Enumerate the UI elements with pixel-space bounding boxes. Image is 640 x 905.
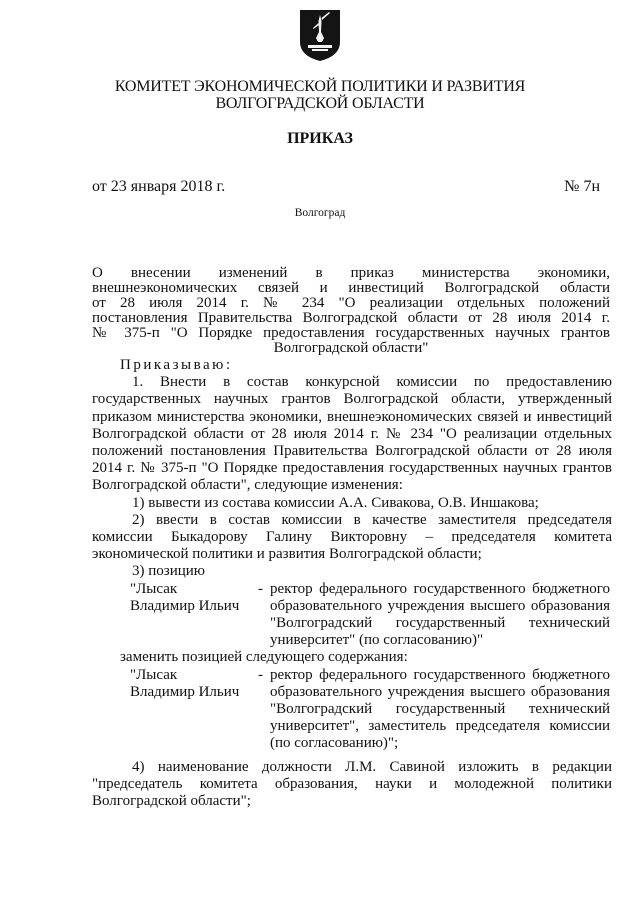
subject-line: Волгоградской области" [273, 340, 429, 356]
new-position-dash: - [258, 666, 263, 683]
subitem-3-paragraph: 3) позицию [132, 563, 205, 580]
subject-line: внешнеэкономических связей и инвестиций Волгоградской области [92, 280, 610, 296]
new-position-name [130, 667, 258, 753]
old-position-name [130, 581, 258, 650]
subject-line: О внесении изменений в приказ министерства экономики, [92, 265, 610, 281]
new-position-entry [130, 667, 612, 753]
old-position-name-line: Владимир Ильич [130, 597, 240, 614]
document-subject [92, 266, 610, 356]
volgograd-coat-of-arms-emblem [298, 8, 342, 62]
new-position-name-line: Владимир Ильич [130, 683, 240, 700]
replace-instruction: заменить позицией следующего содержания: [120, 649, 408, 666]
old-position-name-line: "Лысак [130, 580, 178, 597]
item-1-paragraph: 1. Внести в состав конкурсной комиссии по предоставлению государственных научных грантов Волгоградской области, утвержденный приказом министерства экономики, внешнеэкономических связей и инвестиций Волгоградской области от 28 июля 2014 г. № 234 "О реализации отдельных положений постановления Правительства Волгоградской области от 28 июля 2014 г. № 375-п "О Порядке предоставления государственных научных грантов Волгоградской области", следующие изменения: [92, 374, 612, 494]
old-position-role: ректор федерального государственного бюджетного образовательного учреждения высшего образования "Волгоградский государственный технический университет" (по согласованию)" [270, 580, 610, 649]
old-position-dash: - [258, 580, 263, 597]
document-number: № 7н [564, 178, 600, 195]
subitem-1-paragraph: 1) вывести из состава комиссии А.А. Сивакова, О.В. Иншакова; [132, 494, 539, 511]
organization-name-line1: КОМИТЕТ ЭКОНОМИЧЕСКОЙ ПОЛИТИКИ И РАЗВИТИЯ [114, 78, 526, 95]
document-date: от 23 января 2018 г. [92, 178, 226, 195]
subitem-2-paragraph: 2) ввести в состав комиссии в качестве заместителя председателя комиссии Быкадорову Галину Викторовну – председателя комитета экономической политики и развития Волгоградской области; [92, 511, 612, 563]
subject-line: № 375-п "О Порядке предоставления государственных научных грантов [92, 325, 610, 341]
document-body [92, 357, 612, 810]
subitem-4-paragraph: 4) наименование должности Л.М. Савиной изложить в редакции "председатель комитета образования, науки и молодежной политики Волгоградской области"; [92, 758, 612, 810]
new-position-name-line: "Лысак [130, 666, 178, 683]
new-position-role: ректор федерального государственного бюджетного образовательного учреждения высшего образования "Волгоградский государственный технический университет", заместитель председателя комиссии (по согласованию)"; [270, 666, 610, 752]
order-word: Приказываю: [120, 357, 233, 373]
document-city: Волгоград [294, 207, 346, 219]
document-type-title: ПРИКАЗ [287, 130, 353, 147]
old-position-entry [130, 581, 612, 650]
organization-name-line2: ВОЛГОГРАДСКОЙ ОБЛАСТИ [215, 95, 425, 112]
subject-line: постановления Правительства Волгоградской области от 28 июля 2014 г. [92, 310, 610, 326]
subject-line: от 28 июля 2014 г. № 234 "О реализации отдельных положений [92, 295, 610, 311]
